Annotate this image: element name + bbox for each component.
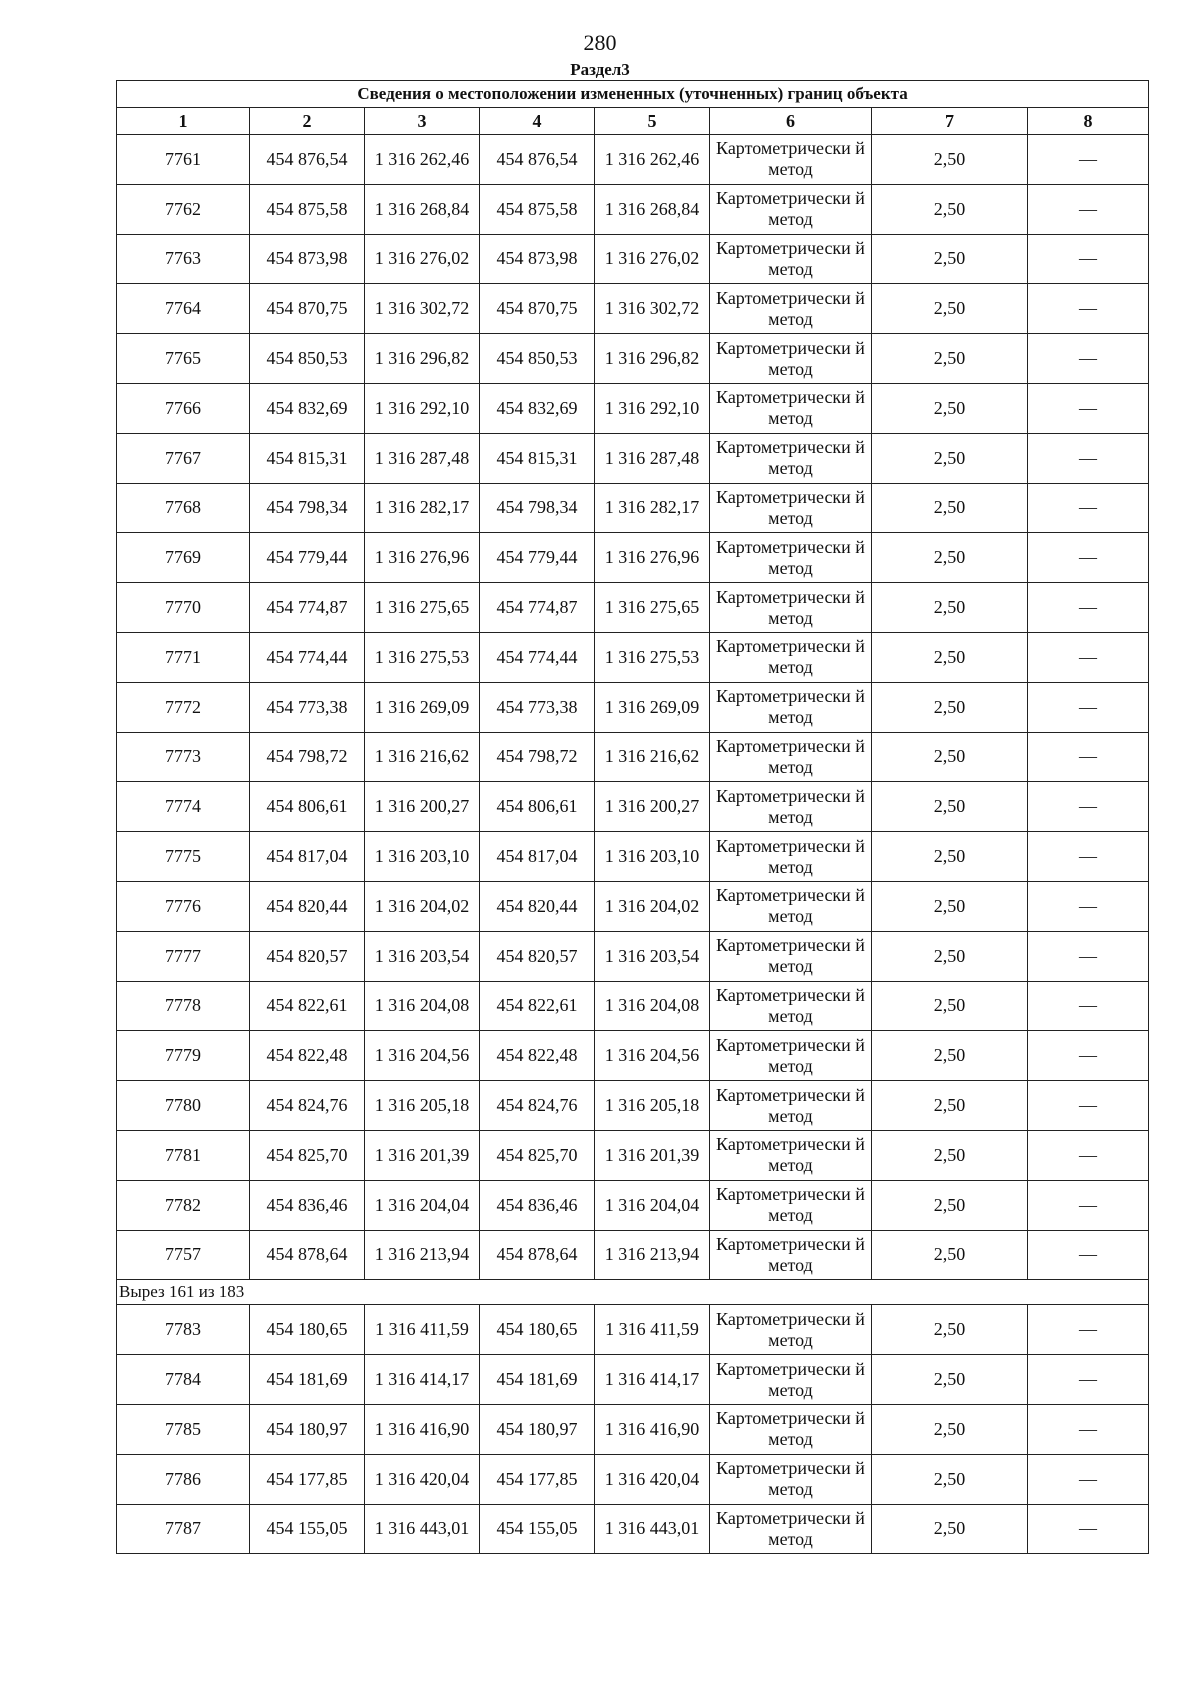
table-cell: 1 316 200,27 [595, 782, 710, 832]
table-cell: 7769 [117, 533, 250, 583]
table-cell: 2,50 [872, 931, 1028, 981]
table-cell: 1 316 201,39 [595, 1130, 710, 1180]
table-cell: Картометрически й метод [710, 981, 872, 1031]
table-cell: 454 806,61 [480, 782, 595, 832]
table-cell: 454 779,44 [480, 533, 595, 583]
table-row [117, 1305, 1149, 1355]
table-cell: Картометрически й метод [710, 383, 872, 433]
table-cell: 1 316 275,53 [365, 632, 480, 682]
table-cell: 1 316 275,53 [595, 632, 710, 682]
table-cell: 1 316 275,65 [595, 583, 710, 633]
table-cell: 454 836,46 [480, 1180, 595, 1230]
table-cell: 1 316 204,04 [365, 1180, 480, 1230]
table-cell: 2,50 [872, 632, 1028, 682]
table-cell: 454 774,87 [480, 583, 595, 633]
table-cell: 454 806,61 [250, 782, 365, 832]
table-cell: 1 316 262,46 [365, 135, 480, 185]
table-cell: 1 316 443,01 [595, 1504, 710, 1554]
table-cell: 1 316 213,94 [595, 1230, 710, 1280]
table-row [117, 1031, 1149, 1081]
table-cell: 454 177,85 [480, 1454, 595, 1504]
table-cell: Картометрически й метод [710, 184, 872, 234]
table-cell: 7775 [117, 832, 250, 882]
table-cell: 2,50 [872, 1180, 1028, 1230]
table-cell: 1 316 443,01 [365, 1504, 480, 1554]
table-cell: 454 878,64 [480, 1230, 595, 1280]
table-cell: 2,50 [872, 135, 1028, 185]
table-cell: 2,50 [872, 334, 1028, 384]
table-cell: 454 155,05 [250, 1504, 365, 1554]
table-cell: — [1028, 234, 1149, 284]
table-cell: 7787 [117, 1504, 250, 1554]
table-cell: Картометрически й метод [710, 1355, 872, 1405]
table-cell: Картометрически й метод [710, 1454, 872, 1504]
table-cell: Картометрически й метод [710, 1504, 872, 1554]
table-cell: 7779 [117, 1031, 250, 1081]
table-cell: 7773 [117, 732, 250, 782]
table-cell: 454 798,72 [250, 732, 365, 782]
table-cell: Картометрически й метод [710, 1230, 872, 1280]
table-cell: 2,50 [872, 184, 1028, 234]
table-cell: 454 774,87 [250, 583, 365, 633]
table-cell: 1 316 205,18 [365, 1081, 480, 1131]
table-cell: 1 316 205,18 [595, 1081, 710, 1131]
table-cell: 1 316 292,10 [595, 383, 710, 433]
column-header: 2 [250, 108, 365, 135]
table-row [117, 981, 1149, 1031]
table-cell: Картометрически й метод [710, 931, 872, 981]
table-row [117, 1081, 1149, 1131]
table-cell: 1 316 416,90 [365, 1404, 480, 1454]
column-header: 6 [710, 108, 872, 135]
table-cell: 454 181,69 [480, 1355, 595, 1405]
section-title: Раздел3 [570, 60, 630, 79]
table-cell: 1 316 204,02 [595, 881, 710, 931]
table-cell: 454 815,31 [250, 433, 365, 483]
table-cell: 2,50 [872, 881, 1028, 931]
table-cell: 454 817,04 [250, 832, 365, 882]
table-cell: 7768 [117, 483, 250, 533]
table-cell: 454 875,58 [250, 184, 365, 234]
table-cell: 1 316 420,04 [365, 1454, 480, 1504]
table-cell: 7761 [117, 135, 250, 185]
table-cell: — [1028, 135, 1149, 185]
table-cell: 1 316 213,94 [365, 1230, 480, 1280]
table-cell: 454 870,75 [480, 284, 595, 334]
table-cell: Картометрически й метод [710, 1130, 872, 1180]
table-row [117, 732, 1149, 782]
table-cell: 7781 [117, 1130, 250, 1180]
table-cell: 1 316 204,04 [595, 1180, 710, 1230]
table-cell: Картометрически й метод [710, 1404, 872, 1454]
table-cell: Картометрически й метод [710, 334, 872, 384]
table-cell: — [1028, 184, 1149, 234]
table-cell: Картометрически й метод [710, 234, 872, 284]
table-cell: 1 316 416,90 [595, 1404, 710, 1454]
table-cell: 2,50 [872, 284, 1028, 334]
table-cell: — [1028, 1305, 1149, 1355]
table-cell: 1 316 216,62 [365, 732, 480, 782]
table-cell: 454 155,05 [480, 1504, 595, 1554]
table-cell: 454 773,38 [480, 682, 595, 732]
table-cell: 454 779,44 [250, 533, 365, 583]
table-cell: 454 824,76 [480, 1081, 595, 1131]
table-cell: — [1028, 1504, 1149, 1554]
table-cell: 2,50 [872, 1130, 1028, 1180]
table-cell: 454 181,69 [250, 1355, 365, 1405]
table-cell: 2,50 [872, 433, 1028, 483]
table-cell: 7782 [117, 1180, 250, 1230]
page-number: 280 [583, 30, 617, 55]
table-cell: 454 832,69 [250, 383, 365, 433]
table-row [117, 1454, 1149, 1504]
table-cell: Картометрически й метод [710, 533, 872, 583]
table-cell: 1 316 296,82 [595, 334, 710, 384]
table-cell: Картометрически й метод [710, 1305, 872, 1355]
table-cell: 454 798,34 [250, 483, 365, 533]
table-cell: 7774 [117, 782, 250, 832]
table-cell: 7767 [117, 433, 250, 483]
table-cell: 1 316 268,84 [365, 184, 480, 234]
table-cell: 1 316 276,96 [595, 533, 710, 583]
table-cell: 454 820,44 [480, 881, 595, 931]
table-cell: — [1028, 732, 1149, 782]
table-cell: 2,50 [872, 583, 1028, 633]
table-cell: 2,50 [872, 1454, 1028, 1504]
table-cell: 7786 [117, 1454, 250, 1504]
table-cell: 1 316 411,59 [595, 1305, 710, 1355]
table-cell: 454 876,54 [250, 135, 365, 185]
table-cell: 2,50 [872, 782, 1028, 832]
table-cell: 1 316 268,84 [595, 184, 710, 234]
table-cell: 454 876,54 [480, 135, 595, 185]
table-cell: Картометрически й метод [710, 583, 872, 633]
table-cell: 1 316 275,65 [365, 583, 480, 633]
table-cell: 454 822,61 [250, 981, 365, 1031]
table-cell: 7766 [117, 383, 250, 433]
table-cell: — [1028, 832, 1149, 882]
table-cell: 454 873,98 [480, 234, 595, 284]
table-cell: — [1028, 583, 1149, 633]
table-row [117, 832, 1149, 882]
table-cell: — [1028, 334, 1149, 384]
table-cell: 454 798,72 [480, 732, 595, 782]
table-row [117, 383, 1149, 433]
table-cell: 2,50 [872, 383, 1028, 433]
table-cell: 7757 [117, 1230, 250, 1280]
table-title: Сведения о местоположении измененных (уточненных) границ объекта [117, 81, 1149, 108]
table-cell: 1 316 203,10 [365, 832, 480, 882]
table-cell: 1 316 203,10 [595, 832, 710, 882]
table-cell: Картометрически й метод [710, 782, 872, 832]
table-cell: 454 798,34 [480, 483, 595, 533]
table-cell: Картометрически й метод [710, 732, 872, 782]
table-cell: 454 822,48 [480, 1031, 595, 1081]
table-cell: 7763 [117, 234, 250, 284]
table-cell: — [1028, 981, 1149, 1031]
column-header: 5 [595, 108, 710, 135]
table-cell: 7765 [117, 334, 250, 384]
table-cell: — [1028, 1180, 1149, 1230]
table-cell: 7780 [117, 1081, 250, 1131]
table-cell: 454 850,53 [250, 334, 365, 384]
table-cell: 1 316 287,48 [365, 433, 480, 483]
table-cell: 1 316 276,02 [365, 234, 480, 284]
table-cell: 2,50 [872, 1305, 1028, 1355]
table-cell: 454 825,70 [480, 1130, 595, 1180]
table-cell: 2,50 [872, 1081, 1028, 1131]
table-cell: Картометрически й метод [710, 135, 872, 185]
table-cell: — [1028, 284, 1149, 334]
table-row [117, 184, 1149, 234]
table-cell: 1 316 201,39 [365, 1130, 480, 1180]
table-cell: 1 316 411,59 [365, 1305, 480, 1355]
table-cell: 454 870,75 [250, 284, 365, 334]
table-row [117, 1355, 1149, 1405]
table-row [117, 931, 1149, 981]
table-cell: 454 774,44 [250, 632, 365, 682]
table-cell: 1 316 203,54 [595, 931, 710, 981]
section-note: Вырез 161 из 183 [117, 1280, 1149, 1305]
table-row [117, 334, 1149, 384]
table-row [117, 284, 1149, 334]
table-cell: 454 825,70 [250, 1130, 365, 1180]
column-header: 7 [872, 108, 1028, 135]
table-row [117, 1404, 1149, 1454]
table-cell: 454 850,53 [480, 334, 595, 384]
table-cell: 7785 [117, 1404, 250, 1454]
table-cell: 7778 [117, 981, 250, 1031]
table-cell: Картометрически й метод [710, 1180, 872, 1230]
table-row [117, 483, 1149, 533]
table-cell: 454 180,65 [480, 1305, 595, 1355]
table-cell: 1 316 269,09 [595, 682, 710, 732]
table-cell: — [1028, 782, 1149, 832]
table-cell: 454 774,44 [480, 632, 595, 682]
table-cell: 454 824,76 [250, 1081, 365, 1131]
table-cell: 7784 [117, 1355, 250, 1405]
table-cell: 1 316 414,17 [595, 1355, 710, 1405]
table-cell: 454 180,97 [250, 1404, 365, 1454]
table-cell: — [1028, 1404, 1149, 1454]
table-cell: Картометрически й метод [710, 1031, 872, 1081]
table-row [117, 583, 1149, 633]
table-cell: 1 316 204,56 [595, 1031, 710, 1081]
table-cell: 7771 [117, 632, 250, 682]
table-cell: — [1028, 1355, 1149, 1405]
table-cell: — [1028, 682, 1149, 732]
table-cell: 454 180,65 [250, 1305, 365, 1355]
table-cell: 454 815,31 [480, 433, 595, 483]
table-cell: Картометрически й метод [710, 832, 872, 882]
table-cell: — [1028, 1081, 1149, 1131]
table-cell: 1 316 204,02 [365, 881, 480, 931]
table-cell: 7777 [117, 931, 250, 981]
table-cell: 454 820,57 [250, 931, 365, 981]
column-header: 4 [480, 108, 595, 135]
table-cell: 454 180,97 [480, 1404, 595, 1454]
table-row [117, 234, 1149, 284]
table-cell: 454 817,04 [480, 832, 595, 882]
table-cell: 454 820,57 [480, 931, 595, 981]
table-cell: — [1028, 483, 1149, 533]
table-row [117, 135, 1149, 185]
table-cell: 2,50 [872, 533, 1028, 583]
table-cell: 2,50 [872, 1031, 1028, 1081]
table-cell: 454 822,48 [250, 1031, 365, 1081]
table-cell: 1 316 282,17 [365, 483, 480, 533]
table-cell: — [1028, 433, 1149, 483]
table-cell: 1 316 204,08 [595, 981, 710, 1031]
table-cell: — [1028, 1454, 1149, 1504]
table-cell: 454 878,64 [250, 1230, 365, 1280]
table-cell: — [1028, 632, 1149, 682]
table-cell: 2,50 [872, 682, 1028, 732]
table-cell: Картометрически й метод [710, 881, 872, 931]
table-cell: 454 177,85 [250, 1454, 365, 1504]
table-cell: 2,50 [872, 981, 1028, 1031]
table-cell: — [1028, 1130, 1149, 1180]
table-cell: 1 316 204,56 [365, 1031, 480, 1081]
table-cell: 1 316 204,08 [365, 981, 480, 1031]
table-cell: 1 316 269,09 [365, 682, 480, 732]
table-cell: 1 316 292,10 [365, 383, 480, 433]
table-cell: 1 316 262,46 [595, 135, 710, 185]
column-header: 3 [365, 108, 480, 135]
column-header: 8 [1028, 108, 1149, 135]
table-row [117, 1180, 1149, 1230]
table-cell: 2,50 [872, 1355, 1028, 1405]
table-cell: 2,50 [872, 732, 1028, 782]
table-cell: Картометрически й метод [710, 1081, 872, 1131]
table-row [117, 632, 1149, 682]
table-cell: 1 316 216,62 [595, 732, 710, 782]
table-cell: 454 820,44 [250, 881, 365, 931]
table-cell: 2,50 [872, 234, 1028, 284]
table-cell: 7762 [117, 184, 250, 234]
table-cell: 7764 [117, 284, 250, 334]
table-cell: 1 316 200,27 [365, 782, 480, 832]
table-cell: 2,50 [872, 483, 1028, 533]
table-cell: 1 316 287,48 [595, 433, 710, 483]
table-cell: 1 316 276,02 [595, 234, 710, 284]
table-cell: 7770 [117, 583, 250, 633]
table-cell: 7772 [117, 682, 250, 732]
table-row [117, 1230, 1149, 1280]
table-cell: 1 316 282,17 [595, 483, 710, 533]
table-row [117, 682, 1149, 732]
table-row [117, 1130, 1149, 1180]
table-cell: Картометрически й метод [710, 433, 872, 483]
table-cell: 1 316 276,96 [365, 533, 480, 583]
table-cell: Картометрически й метод [710, 483, 872, 533]
table-cell: Картометрически й метод [710, 632, 872, 682]
table-cell: 7783 [117, 1305, 250, 1355]
table-row [117, 881, 1149, 931]
table-cell: 2,50 [872, 1404, 1028, 1454]
table-cell: — [1028, 881, 1149, 931]
table-cell: 454 832,69 [480, 383, 595, 433]
coordinates-table [116, 80, 1149, 1554]
table-cell: 1 316 203,54 [365, 931, 480, 981]
table-cell: 2,50 [872, 1504, 1028, 1554]
table-cell: — [1028, 383, 1149, 433]
table-cell: 1 316 302,72 [365, 284, 480, 334]
table-row [117, 533, 1149, 583]
table-cell: 2,50 [872, 832, 1028, 882]
table-cell: 1 316 414,17 [365, 1355, 480, 1405]
table-cell: 454 773,38 [250, 682, 365, 732]
table-cell: — [1028, 1230, 1149, 1280]
table-cell: 1 316 302,72 [595, 284, 710, 334]
table-cell: 454 873,98 [250, 234, 365, 284]
table-cell: 7776 [117, 881, 250, 931]
table-cell: 454 875,58 [480, 184, 595, 234]
table-row [117, 433, 1149, 483]
table-cell: 454 822,61 [480, 981, 595, 1031]
table-cell: 1 316 296,82 [365, 334, 480, 384]
column-header: 1 [117, 108, 250, 135]
table-cell: — [1028, 1031, 1149, 1081]
table-cell: Картометрически й метод [710, 284, 872, 334]
table-cell: — [1028, 533, 1149, 583]
table-cell: — [1028, 931, 1149, 981]
table-cell: 1 316 420,04 [595, 1454, 710, 1504]
table-row [117, 1504, 1149, 1554]
table-cell: 2,50 [872, 1230, 1028, 1280]
table-cell: 454 836,46 [250, 1180, 365, 1230]
table-row [117, 782, 1149, 832]
table-cell: Картометрически й метод [710, 682, 872, 732]
